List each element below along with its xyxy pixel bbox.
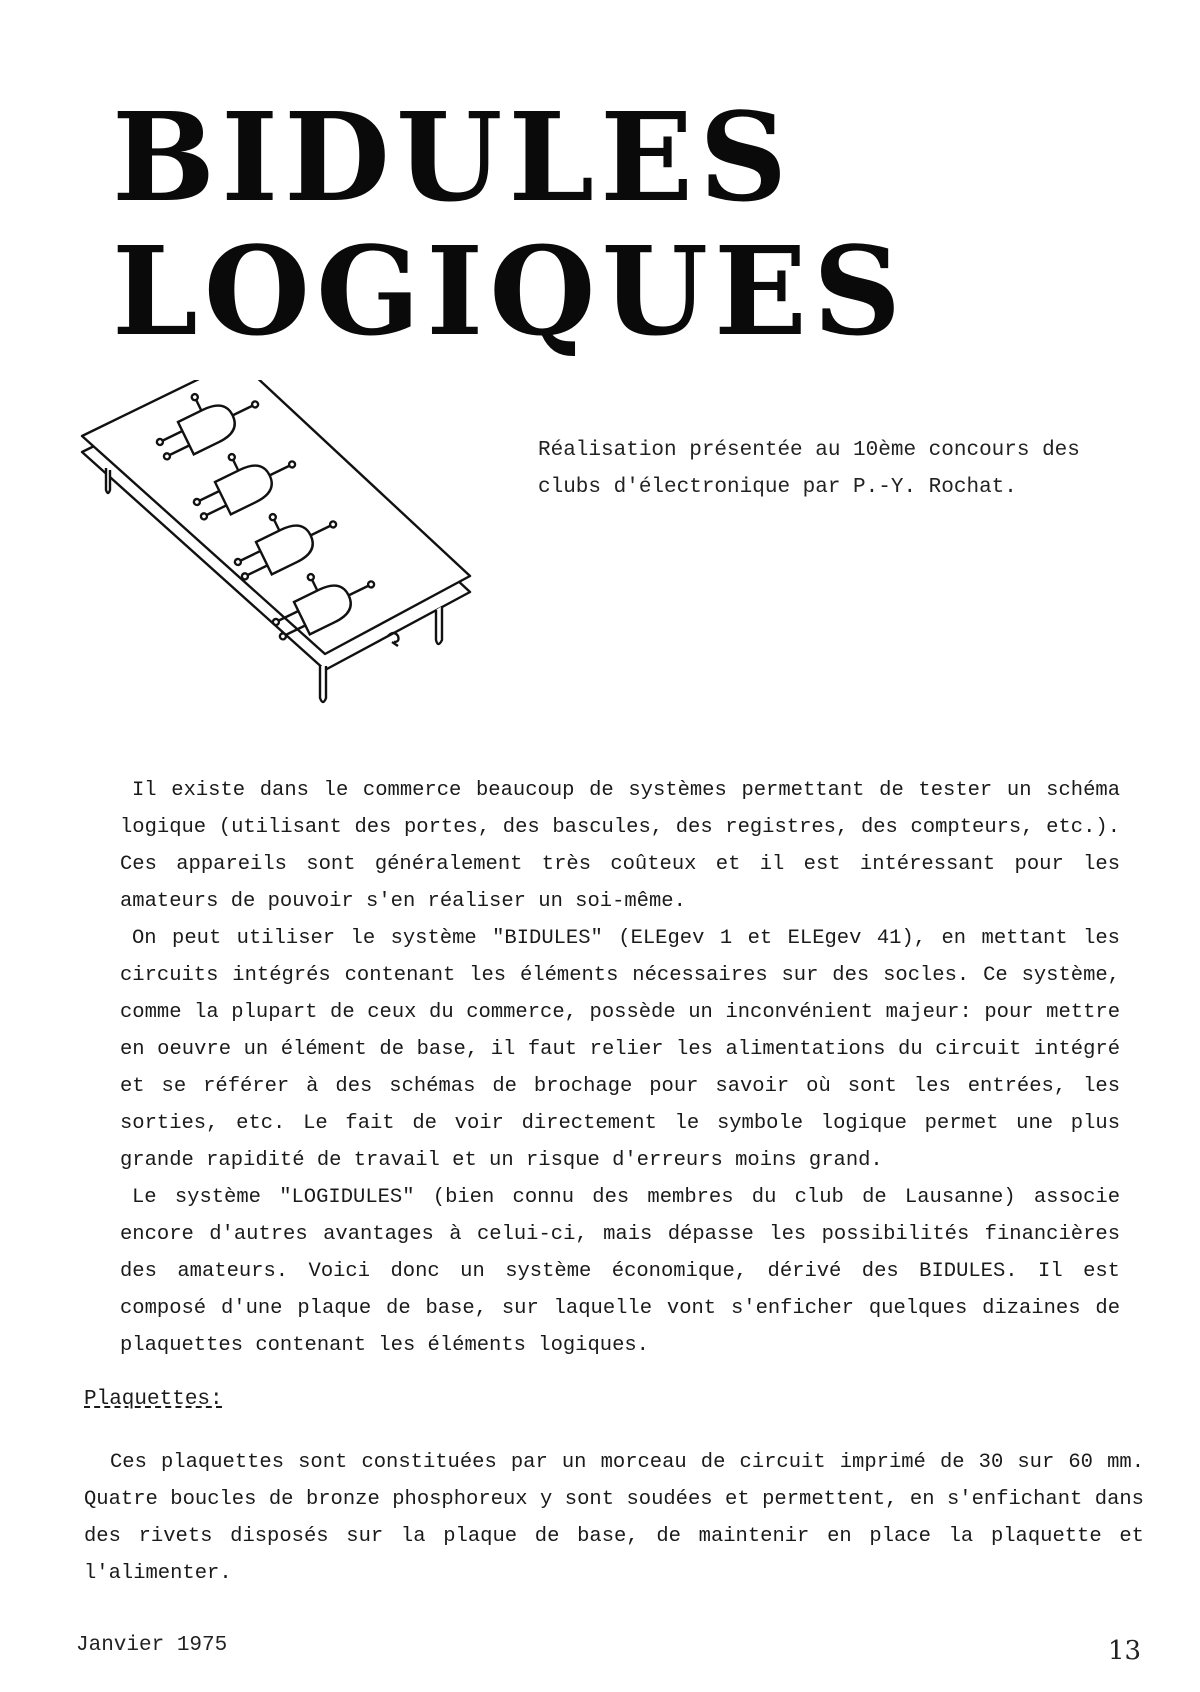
page-number: 13 [1108, 1636, 1142, 1666]
leg-icon [106, 468, 110, 493]
caption-line-2: clubs d'électronique par P.-Y. Rochat. [538, 476, 1017, 499]
caption-line-1: Réalisation présentée au 10ème concours des [538, 439, 1080, 462]
title-line-2: LOGIQUES [112, 219, 908, 363]
paragraph-2: On peut utiliser le système "BIDULES" (ELEgev 1 et ELEgev 41), en mettant les circuits intégrés contenant les éléments nécessaires sur des socles. Ce système, comme la plupart de ceux du commerce, possède un inconvénient majeur: pour mettre en oeuvre un élément de base, il faut relier les alimentations du circuit intégré et se référer à des schémas de brochage pour savoir où sont les entrées, les sorties, etc. Le fait de voir directement le symbole logique permet une plus grande rapidité de travail et un risque d'erreurs moins grand. [120, 927, 1120, 1172]
paragraph-3: Le système "LOGIDULES" (bien connu des membres du club de Lausanne) associe encore d'autres avantages à celui-ci, mais dépasse les possibilités financières des amateurs. Voici donc un système économique, dérivé des BIDULES. Il est composé d'une plaque de base, sur laquelle vont s'enficher quelques dizaines de plaquettes contenant les éléments logiques. [120, 1186, 1120, 1357]
title-line-1: BIDULES [112, 85, 794, 229]
maker-mark-icon [388, 633, 399, 646]
article-body [120, 772, 1120, 1364]
leg-icon [320, 666, 326, 702]
leg-icon [436, 606, 442, 644]
section-body [84, 1444, 1144, 1592]
paragraph-1: Il existe dans le commerce beaucoup de systèmes permettant de tester un schéma logique (utilisant des portes, des bascules, des registres, des compteurs, etc.). Ces appareils sont généralement très coûteux et il est intéressant pour les amateurs de pouvoir s'en réaliser un soi-même. [120, 779, 1120, 913]
footer-date: Janvier 1975 [76, 1634, 228, 1657]
section-paragraph: Ces plaquettes sont constituées par un morceau de circuit imprimé de 30 sur 60 mm. Quatre boucles de bronze phosphoreux y sont soudées et permettent, en s'enfichant dans des rivets disposés sur la plaque de base, de maintenir en place la plaquette et l'alimenter. [84, 1451, 1144, 1585]
logic-board-illustration [70, 380, 510, 740]
section-heading: Plaquettes: [84, 1388, 223, 1411]
caption [538, 432, 1138, 506]
